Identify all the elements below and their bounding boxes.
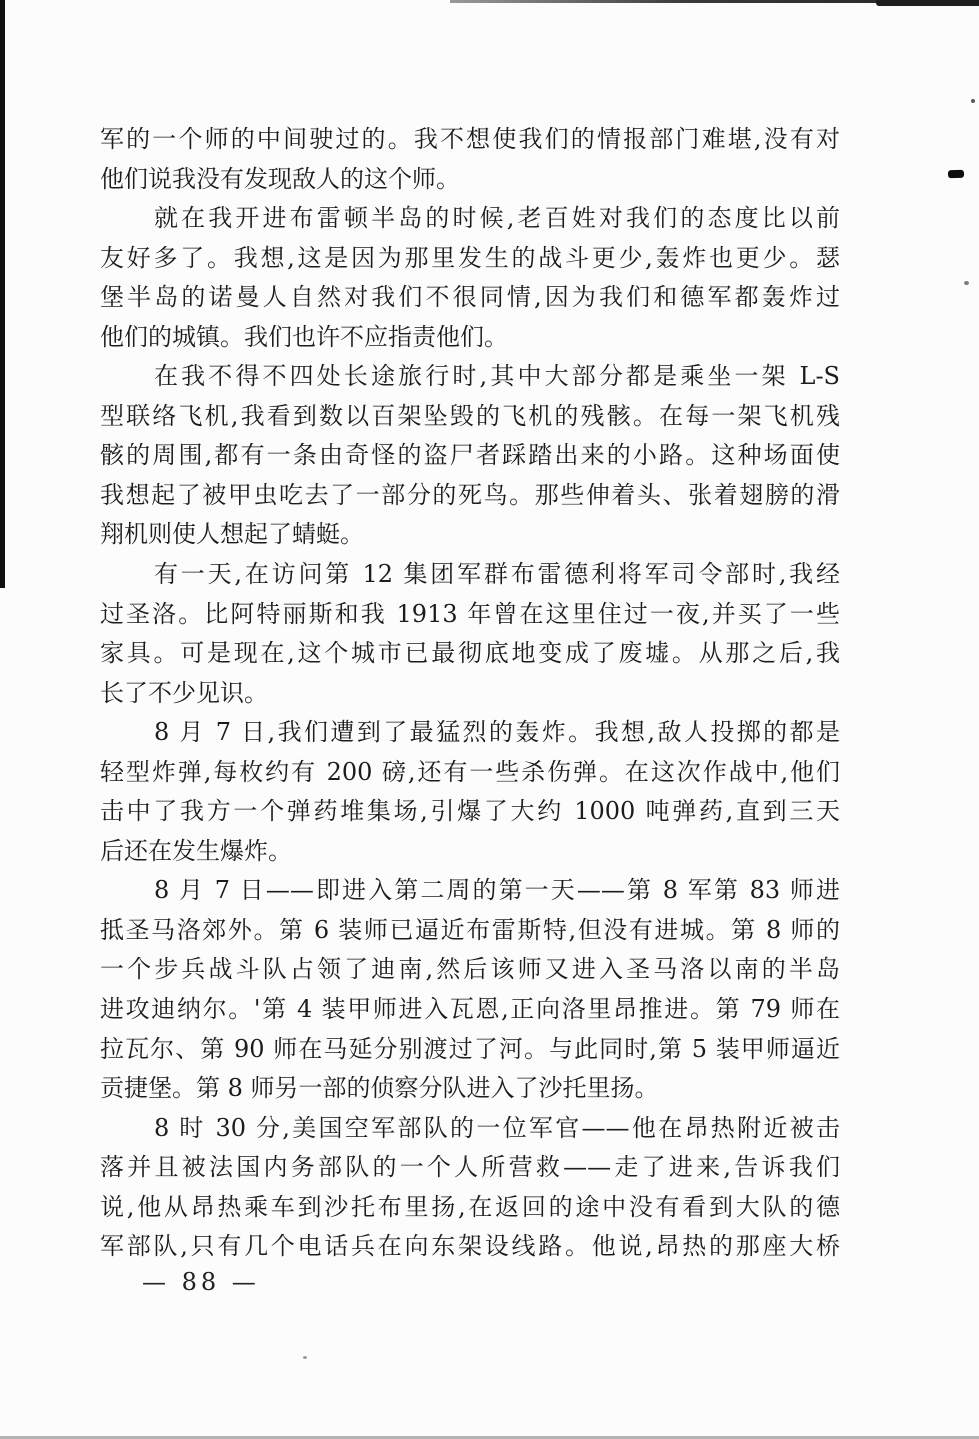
scan-edge-top-line xyxy=(450,0,979,3)
text-line: 我想起了被甲虫吃去了一部分的死鸟。那些伸着头、张着翅膀的滑 xyxy=(100,480,840,509)
text-line: 友好多了。我想,这是因为那里发生的战斗更少,轰炸也更少。瑟 xyxy=(100,243,840,272)
scan-speck-dot xyxy=(964,281,969,285)
text-line: 军的一个师的中间驶过的。我不想使我们的情报部门难堪,没有对 xyxy=(100,125,840,153)
text-line: 拉瓦尔、第 90 师在马延分别渡过了河。与此同时,第 5 装甲师逼近 xyxy=(100,1034,840,1063)
text-line: 后还在发生爆炸。 xyxy=(100,836,292,865)
text-line: 落并且被法国内务部队的一个人所营救——走了进来,告诉我们 xyxy=(100,1153,840,1182)
text-line: 长了不少见识。 xyxy=(100,678,268,707)
scan-speck-dot xyxy=(303,1356,307,1359)
scan-edge-top-right-bar xyxy=(876,0,979,6)
text-line: 他们说我没有发现敌人的这个师。 xyxy=(100,164,460,193)
text-line: 过圣洛。比阿特丽斯和我 1913 年曾在这里住过一夜,并买了一些 xyxy=(100,599,840,628)
text-line: 型联络飞机,我看到数以百架坠毁的飞机的残骸。在每一架飞机残 xyxy=(100,401,840,430)
body-text-block xyxy=(100,120,840,1267)
text-line: 说,他从昂热乘车到沙托布里扬,在返回的途中没有看到大队的德 xyxy=(100,1192,840,1221)
text-line: 有一天,在访问第 12 集团军群布雷德利将军司令部时,我经 xyxy=(154,560,840,589)
scan-speck-dot xyxy=(971,99,975,103)
text-line: 8 月 7 日,我们遭到了最猛烈的轰炸。我想,敌人投掷的都是 xyxy=(154,718,840,747)
text-line: 翔机则使人想起了蜻蜓。 xyxy=(100,520,364,549)
text-line: 进攻迪纳尔。'第 4 装甲师进入瓦恩,正向洛里昂推进。第 79 师在 xyxy=(100,995,840,1024)
scan-edge-left-strip xyxy=(0,0,5,588)
text-line: 贡捷堡。第 8 师另一部的侦察分队进入了沙托里扬。 xyxy=(100,1074,659,1103)
text-line: 他们的城镇。我们也许不应指责他们。 xyxy=(100,322,508,351)
text-line: 骸的周围,都有一条由奇怪的盗尸者踩踏出来的小路。这种场面使 xyxy=(100,441,840,470)
text-line: 在我不得不四处长途旅行时,其中大部分都是乘坐一架 L-S xyxy=(154,362,840,391)
text-line: 军部队,只有几个电话兵在向东架设线路。他说,昂热的那座大桥 xyxy=(100,1232,840,1261)
text-line: 击中了我方一个弹药堆集场,引爆了大约 1000 吨弹药,直到三天 xyxy=(100,797,840,826)
scan-speck-dash xyxy=(948,170,964,179)
page-number: — 88 — xyxy=(142,1268,260,1296)
text-line: 家具。可是现在,这个城市已最彻底地变成了废墟。从那之后,我 xyxy=(100,639,840,668)
text-line: 8 月 7 日——即进入第二周的第一天——第 8 军第 83 师进 xyxy=(154,876,840,905)
text-line: 堡半岛的诺曼人自然对我们不很同情,因为我们和德军都轰炸过 xyxy=(100,283,840,312)
text-line: 8 时 30 分,美国空军部队的一位军官——他在昂热附近被击 xyxy=(154,1113,840,1142)
text-line: 轻型炸弹,每枚约有 200 磅,还有一些杀伤弹。在这次作战中,他们 xyxy=(100,757,840,786)
text-line: 就在我开进布雷顿半岛的时候,老百姓对我们的态度比以前 xyxy=(154,204,840,233)
text-line: 一个步兵战斗队占领了迪南,然后该师又进入圣马洛以南的半岛 xyxy=(100,955,840,984)
text-line: 抵圣马洛郊外。第 6 装师已逼近布雷斯特,但没有进城。第 8 师的 xyxy=(100,915,840,944)
